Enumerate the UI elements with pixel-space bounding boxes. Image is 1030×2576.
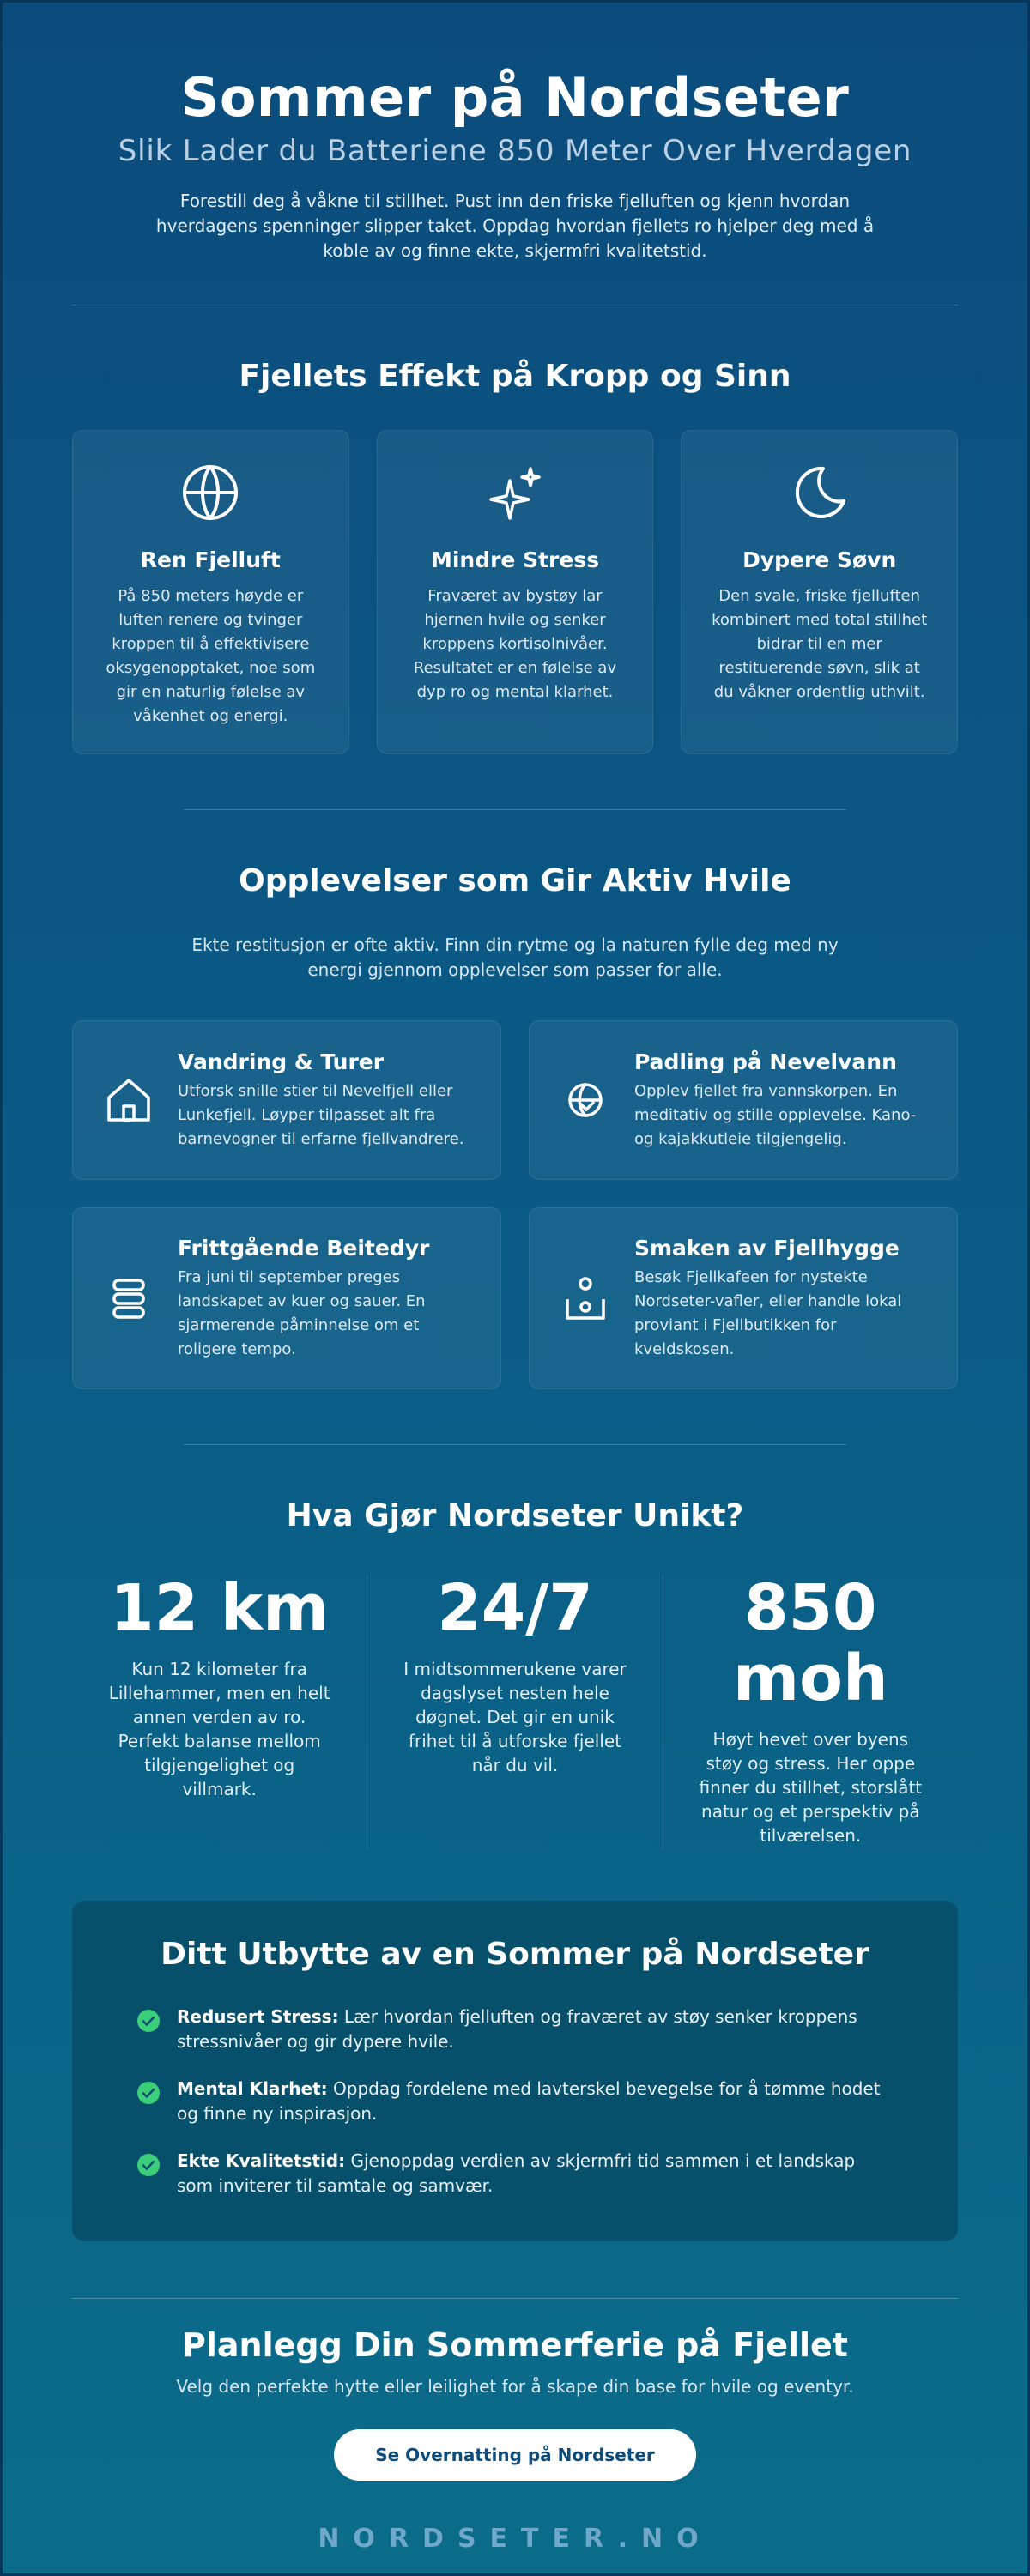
effects-section xyxy=(0,359,1030,754)
experience-card-text: Utforsk snille stier til Nevelfjell eller Lunkefjell. Løyper tilpasset alt fra barnevogner til erfarne fjellvandrere. xyxy=(178,1081,464,1148)
cta-title: Planlegg Din Sommerferie på Fjellet xyxy=(182,2326,848,2364)
experience-card-title: Padling på Nevelvann xyxy=(634,1049,897,1074)
page-subtitle: Slik Lader du Batteriene 850 Meter Over Hverdagen xyxy=(118,134,912,168)
effect-card-sleep xyxy=(681,430,958,754)
benefit-desc: Lær hvordan fjelluften og fraværet av støy senker kroppens stressnivåer og gir dypere hvile. xyxy=(177,2006,857,2052)
home-icon xyxy=(102,1073,155,1127)
experience-card-title: Smaken av Fjellhygge xyxy=(634,1235,900,1261)
stat-daylight xyxy=(367,1573,662,1847)
footer-brand: NORDSETER.NO xyxy=(318,2524,712,2554)
hero-intro: Forestill deg å våkne til stillhet. Pust inn den friske fjelluften og kjenn hvordan hverdagens spenninger slipper taket. Oppdag hvordan fjellets ro hjelper deg med å koble av og finne ekte, skjermfri kvalitetstid. xyxy=(155,190,875,261)
experience-card-livestock xyxy=(72,1207,501,1389)
experience-card-body xyxy=(634,1049,931,1152)
globe-hand-icon xyxy=(559,1073,612,1127)
stack-icon xyxy=(102,1272,155,1325)
benefits-title: Ditt Utbytte av en Sommer på Nordseter xyxy=(161,1937,869,1972)
benefit-text xyxy=(177,2077,893,2126)
experiences-section xyxy=(0,863,1030,1389)
page-title: Sommer på Nordseter xyxy=(180,66,850,129)
benefit-item xyxy=(137,2149,893,2198)
benefit-text xyxy=(177,2149,893,2198)
benefit-label: Ekte Kvalitetstid: xyxy=(177,2150,346,2171)
unique-title: Hva Gjør Nordseter Unikt? xyxy=(286,1498,744,1533)
experience-card-text: Fra juni til september preges landskapet av kuer og sauer. En sjarmerende påminnelse om et roligere tempo. xyxy=(178,1267,426,1358)
person-box-icon xyxy=(559,1272,612,1325)
benefit-text xyxy=(177,2005,893,2054)
experience-card-cafe xyxy=(529,1207,958,1389)
stat-altitude xyxy=(663,1573,958,1847)
moon-icon xyxy=(789,462,851,523)
divider xyxy=(72,2298,958,2299)
unique-section xyxy=(0,1498,1030,1847)
experiences-title: Opplevelser som Gir Aktiv Hvile xyxy=(239,863,791,898)
stat-text: Høyt hevet over byens støy og stress. Her oppe finner du stillhet, storslått natur og et perspektiv på tilværelsen. xyxy=(699,1729,923,1846)
check-circle-icon xyxy=(137,2010,160,2032)
effect-card-text: Den svale, friske fjelluften kombinert med total stillhet bidrar til en mer restituerende søvn, slik at du våkner ordentlig uthvilt. xyxy=(712,587,928,701)
effect-card-title: Dypere Søvn xyxy=(742,547,897,572)
globe-icon xyxy=(179,462,241,523)
effect-card-air xyxy=(72,430,349,754)
experience-card-text: Besøk Fjellkafeen for nystekte Nordseter-vafler, eller handle lokal proviant i Fjellbutikken for kveldskosen. xyxy=(634,1267,902,1358)
check-circle-icon xyxy=(137,2082,160,2104)
effects-cards xyxy=(0,430,1030,754)
stat-value: 850 moh xyxy=(733,1571,888,1715)
experiences-intro: Ekte restitusjon er ofte aktiv. Finn din rytme og la naturen fylle deg med ny energi gjennom opplevelser som passer for alle. xyxy=(191,934,839,980)
divider xyxy=(184,1444,846,1445)
experience-card-text: Opplev fjellet fra vannskorpen. En meditativ og stille opplevelse. Kano- og kajakkutleie tilgjengelig. xyxy=(634,1081,917,1148)
hero xyxy=(0,63,1030,263)
stats-row xyxy=(0,1573,1030,1847)
cta-section xyxy=(0,2326,1030,2481)
experience-card-paddling xyxy=(529,1020,958,1180)
experience-cards xyxy=(0,1020,1030,1389)
cta-text: Velg den perfekte hytte eller leilighet for å skape din base for hvile og eventyr. xyxy=(176,2376,854,2397)
benefit-item xyxy=(137,2077,893,2126)
benefits-list xyxy=(137,2005,893,2198)
benefit-desc: Gjenoppdag verdien av skjermfri tid sammen i et landskap som inviterer til samtale og samvær. xyxy=(177,2150,856,2196)
effect-card-text: Fraværet av bystøy lar hjernen hvile og senker kroppens kortisolnivåer. Resultatet er en følelse av dyp ro og mental klarhet. xyxy=(413,587,617,701)
benefit-desc: Oppdag fordelene med lavterskel bevegelse for å tømme hodet og finne ny inspirasjon. xyxy=(177,2078,881,2124)
experience-card-body xyxy=(634,1236,931,1362)
effect-card-title: Ren Fjelluft xyxy=(140,547,281,572)
divider xyxy=(184,809,846,810)
stat-text: I midtsommerukene varer dagslyset nesten hele døgnet. Det gir en unik frihet til å utforske fjellet når du vil. xyxy=(403,1659,627,1775)
experience-card-title: Vandring & Turer xyxy=(178,1049,385,1074)
experience-card-title: Frittgående Beitedyr xyxy=(178,1235,430,1261)
benefits-box xyxy=(72,1901,958,2241)
effect-card-text: På 850 meters høyde er luften renere og tvinger kroppen til å effektivisere oksygenopptaket, noe som gir en naturlig følelse av våkenhet og energi. xyxy=(106,587,316,725)
experience-card-body xyxy=(178,1236,475,1362)
stat-value: 24/7 xyxy=(437,1571,593,1645)
benefit-label: Redusert Stress: xyxy=(177,2006,339,2027)
stat-distance xyxy=(72,1573,367,1847)
effects-title: Fjellets Effekt på Kropp og Sinn xyxy=(239,359,791,394)
effect-card-stress xyxy=(377,430,654,754)
effect-card-title: Mindre Stress xyxy=(430,547,600,572)
stat-text: Kun 12 kilometer fra Lillehammer, men en helt annen verden av ro. Perfekt balanse mellom tilgjengelighet og villmark. xyxy=(108,1659,330,1799)
check-circle-icon xyxy=(137,2154,160,2176)
sparkles-icon xyxy=(484,462,546,523)
experience-card-hiking xyxy=(72,1020,501,1180)
experience-card-body xyxy=(178,1049,475,1152)
benefit-item xyxy=(137,2005,893,2054)
stat-value: 12 km xyxy=(110,1571,330,1645)
benefit-label: Mental Klarhet: xyxy=(177,2078,328,2099)
book-accommodation-button[interactable]: Se Overnatting på Nordseter xyxy=(334,2429,696,2481)
